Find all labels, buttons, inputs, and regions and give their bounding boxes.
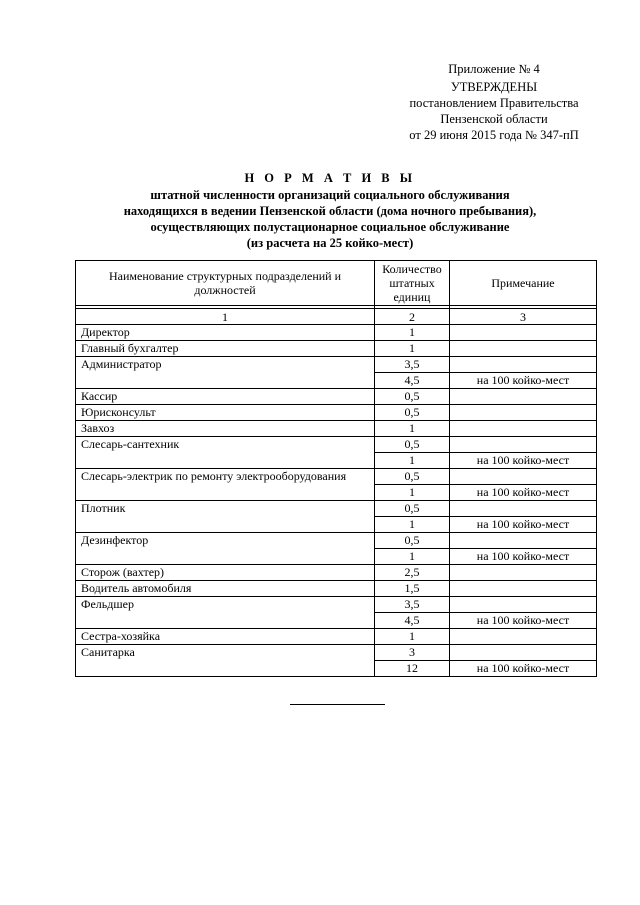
- staff-quantity: 0,5: [375, 389, 450, 405]
- position-name: Фельдшер: [76, 597, 375, 629]
- column-number-3: 3: [450, 309, 597, 325]
- staff-note: [450, 565, 597, 581]
- table-row: [76, 629, 597, 645]
- table-row: [76, 581, 597, 597]
- staff-quantity: 1: [375, 341, 450, 357]
- approval-block: [388, 61, 600, 143]
- position-name: Слесарь-сантехник: [76, 437, 375, 469]
- table-row: [76, 597, 597, 613]
- position-name: Плотник: [76, 501, 375, 533]
- staff-quantity: 1: [375, 453, 450, 469]
- position-name: Директор: [76, 325, 375, 341]
- staff-note: [450, 469, 597, 485]
- title-line-4: (из расчета на 25 койко-мест): [246, 236, 414, 250]
- staff-note: на 100 койко-мест: [450, 485, 597, 501]
- approved-label: УТВЕРЖДЕНЫ: [450, 80, 538, 94]
- staff-note: на 100 койко-мест: [450, 613, 597, 629]
- footer-divider: [290, 704, 385, 705]
- staff-note: на 100 койко-мест: [450, 661, 597, 677]
- approval-line-3: от 29 июня 2015 года № 347-пП: [409, 128, 579, 142]
- header-quantity: Количество штатных единиц: [375, 261, 450, 306]
- table-row: [76, 501, 597, 517]
- position-name: Главный бухгалтер: [76, 341, 375, 357]
- staff-note: [450, 341, 597, 357]
- staff-note: на 100 койко-мест: [450, 453, 597, 469]
- approval-line-1: постановлением Правительства: [409, 96, 579, 110]
- table-row: [76, 405, 597, 421]
- staff-quantity: 1,5: [375, 581, 450, 597]
- staff-note: на 100 койко-мест: [450, 517, 597, 533]
- document-title-block: [90, 170, 570, 251]
- staff-note: [450, 325, 597, 341]
- staff-quantity: 3,5: [375, 357, 450, 373]
- title-line-3: осуществляющих полустационарное социальное обслуживание: [150, 220, 510, 234]
- table-row: [76, 565, 597, 581]
- staff-quantity: 4,5: [375, 373, 450, 389]
- staff-note: [450, 501, 597, 517]
- header-name: Наименование структурных подразделений и должностей: [76, 261, 375, 306]
- title-line-2: находящихся в ведении Пензенской области (дома ночного пребывания),: [123, 204, 537, 218]
- position-name: Администратор: [76, 357, 375, 389]
- staff-note: [450, 405, 597, 421]
- table-row: [76, 357, 597, 373]
- staff-quantity: 1: [375, 325, 450, 341]
- staff-quantity: 1: [375, 517, 450, 533]
- position-name: Завхоз: [76, 421, 375, 437]
- staff-note: [450, 389, 597, 405]
- staff-note: [450, 357, 597, 373]
- position-name: Дезинфектор: [76, 533, 375, 565]
- staff-note: [450, 581, 597, 597]
- staff-note: [450, 645, 597, 661]
- staff-quantity: 1: [375, 549, 450, 565]
- staff-quantity: 0,5: [375, 501, 450, 517]
- staff-quantity: 1: [375, 421, 450, 437]
- table-row: [76, 533, 597, 549]
- staffing-table: [75, 260, 597, 677]
- column-number-row: [76, 309, 597, 325]
- approval-line-2: Пензенской области: [440, 112, 548, 126]
- table-row: [76, 645, 597, 661]
- header-note: Примечание: [450, 261, 597, 306]
- table-row: [76, 389, 597, 405]
- table-row: [76, 437, 597, 453]
- staff-quantity: 0,5: [375, 405, 450, 421]
- position-name: Водитель автомобиля: [76, 581, 375, 597]
- staff-note: [450, 597, 597, 613]
- staff-quantity: 3,5: [375, 597, 450, 613]
- staff-quantity: 0,5: [375, 437, 450, 453]
- staff-note: на 100 койко-мест: [450, 373, 597, 389]
- staff-note: [450, 533, 597, 549]
- table-row: [76, 341, 597, 357]
- document-title: Н О Р М А Т И В Ы: [244, 171, 416, 185]
- table-header-row: [76, 261, 597, 306]
- position-name: Кассир: [76, 389, 375, 405]
- position-name: Юрисконсульт: [76, 405, 375, 421]
- appendix-label: Приложение № 4: [448, 62, 540, 76]
- staff-quantity: 0,5: [375, 533, 450, 549]
- position-name: Сторож (вахтер): [76, 565, 375, 581]
- column-number-2: 2: [375, 309, 450, 325]
- staff-quantity: 1: [375, 629, 450, 645]
- table-row: [76, 325, 597, 341]
- staff-note: [450, 629, 597, 645]
- staff-note: [450, 421, 597, 437]
- staff-quantity: 2,5: [375, 565, 450, 581]
- staff-quantity: 4,5: [375, 613, 450, 629]
- table-row: [76, 421, 597, 437]
- position-name: Слесарь-электрик по ремонту электрооборудования: [76, 469, 375, 501]
- table-row: [76, 469, 597, 485]
- staff-quantity: 1: [375, 485, 450, 501]
- staff-quantity: 0,5: [375, 469, 450, 485]
- staff-quantity: 12: [375, 661, 450, 677]
- staff-quantity: 3: [375, 645, 450, 661]
- staff-note: [450, 437, 597, 453]
- title-line-1: штатной численности организаций социального обслуживания: [150, 188, 510, 202]
- column-number-1: 1: [76, 309, 375, 325]
- position-name: Санитарка: [76, 645, 375, 677]
- position-name: Сестра-хозяйка: [76, 629, 375, 645]
- staff-note: на 100 койко-мест: [450, 549, 597, 565]
- table-body: [76, 325, 597, 677]
